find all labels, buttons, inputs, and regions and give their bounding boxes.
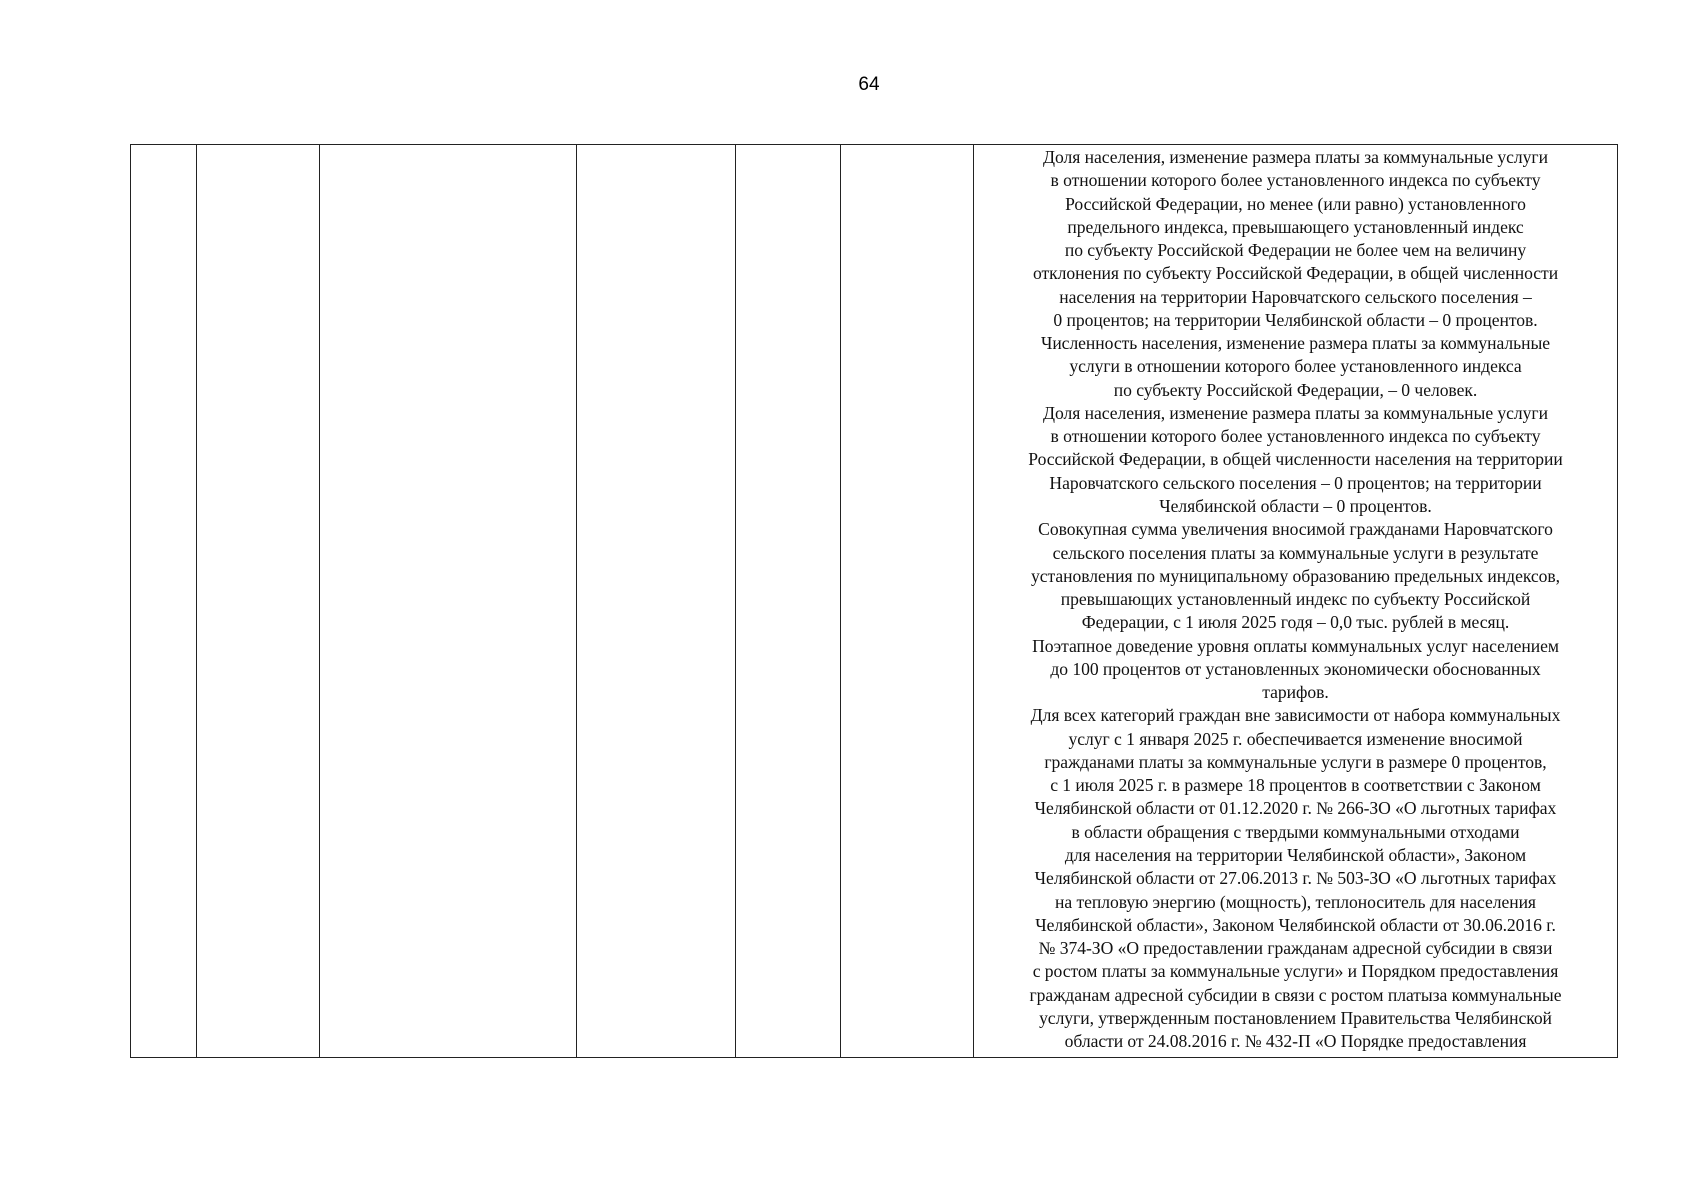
table-cell-empty-4 xyxy=(577,145,736,1058)
text-line: в отношении которого более установленного индекса по субъекту xyxy=(1050,170,1541,191)
table-cell-description xyxy=(974,145,1618,1058)
text-line: гражданам адресной субсидии в связи с ростом платыза коммунальные xyxy=(1029,984,1562,1005)
text-line: с 1 июля 2025 г. в размере 18 процентов в соответствии с Законом xyxy=(1050,775,1541,796)
text-line: Челябинской области от 27.06.2013 г. № 503-ЗО «О льготных тарифах xyxy=(1034,868,1557,889)
text-line: Российской Федерации, но менее (или равно) установленного xyxy=(1065,193,1526,214)
text-line: до 100 процентов от установленных экономически обоснованных xyxy=(1050,658,1541,679)
text-line: Федерации, с 1 июля 2025 годя – 0,0 тыс. рублей в месяц. xyxy=(1081,612,1510,633)
text-line: услуги, утвержденным постановлением Правительства Челябинской xyxy=(1039,1007,1552,1028)
text-line: по субъекту Российской Федерации не более чем на величину xyxy=(1064,240,1527,261)
table-row xyxy=(131,145,1618,1058)
text-line: гражданами платы за коммунальные услуги в размере 0 процентов, xyxy=(1044,751,1547,772)
text-line: Российской Федерации, в общей численности населения на территории xyxy=(1028,449,1563,470)
text-line: Челябинской области – 0 процентов. xyxy=(1159,495,1432,516)
text-line: населения на территории Наровчатского сельского поселения – xyxy=(1059,286,1532,307)
text-line: услуги в отношении которого более установленного индекса xyxy=(1069,356,1522,377)
text-line: Доля населения, изменение размера платы за коммунальные услуги xyxy=(1043,402,1548,423)
text-line: установления по муниципальному образованию предельных индексов, xyxy=(1030,565,1560,586)
text-line: Численность населения, изменение размера платы за коммунальные xyxy=(1040,333,1551,354)
text-line: Наровчатского сельского поселения – 0 процентов; на территории xyxy=(1049,472,1542,493)
text-line: услуг с 1 января 2025 г. обеспечивается изменение вносимой xyxy=(1068,728,1523,749)
text-line: Челябинской области», Законом Челябинской области от 30.06.2016 г. xyxy=(1035,914,1556,935)
text-line: Совокупная сумма увеличения вносимой гражданами Наровчатского xyxy=(1038,519,1553,540)
text-line: области от 24.08.2016 г. № 432-П «О Порядке предоставления xyxy=(1064,1031,1527,1052)
text-line: тарифов. xyxy=(1262,682,1329,703)
text-line: отклонения по субъекту Российской Федерации, в общей численности xyxy=(1032,263,1559,284)
text-line: Поэтапное доведение уровня оплаты коммунальных услуг населением xyxy=(1032,635,1559,656)
text-line: Доля населения, изменение размера платы за коммунальные услуги xyxy=(1043,147,1548,167)
text-line: в области обращения с твердыми коммунальными отходами xyxy=(1071,821,1520,842)
table-cell-empty-2 xyxy=(197,145,320,1058)
table-cell-empty-3 xyxy=(320,145,577,1058)
description-text xyxy=(974,145,1617,1053)
text-line: сельского поселения платы за коммунальные услуги в результате xyxy=(1052,542,1539,563)
text-line: предельного индекса, превышающего установленный индекс xyxy=(1067,216,1524,237)
document-table xyxy=(130,144,1618,1058)
text-line: для населения на территории Челябинской области», Законом xyxy=(1064,844,1527,865)
table-cell-empty-1 xyxy=(131,145,197,1058)
page-number: 64 xyxy=(858,74,880,95)
text-line: по субъекту Российской Федерации, – 0 человек. xyxy=(1113,379,1478,400)
text-line: с ростом платы за коммунальные услуги» и Порядком предоставления xyxy=(1032,961,1559,982)
text-line: Для всех категорий граждан вне зависимости от набора коммунальных xyxy=(1030,705,1561,726)
text-line: на тепловую энергию (мощность), теплоноситель для населения xyxy=(1055,891,1536,912)
text-line: превышающих установленный индекс по субъекту Российской xyxy=(1060,589,1531,610)
table-cell-empty-6 xyxy=(841,145,974,1058)
text-line: № 374-ЗО «О предоставлении гражданам адресной субсидии в связи xyxy=(1038,938,1553,959)
text-line: Челябинской области от 01.12.2020 г. № 266-ЗО «О льготных тарифах xyxy=(1034,798,1557,819)
text-line: в отношении которого более установленного индекса по субъекту xyxy=(1050,426,1541,447)
table-cell-empty-5 xyxy=(736,145,841,1058)
text-line: 0 процентов; на территории Челябинской области – 0 процентов. xyxy=(1053,309,1538,330)
